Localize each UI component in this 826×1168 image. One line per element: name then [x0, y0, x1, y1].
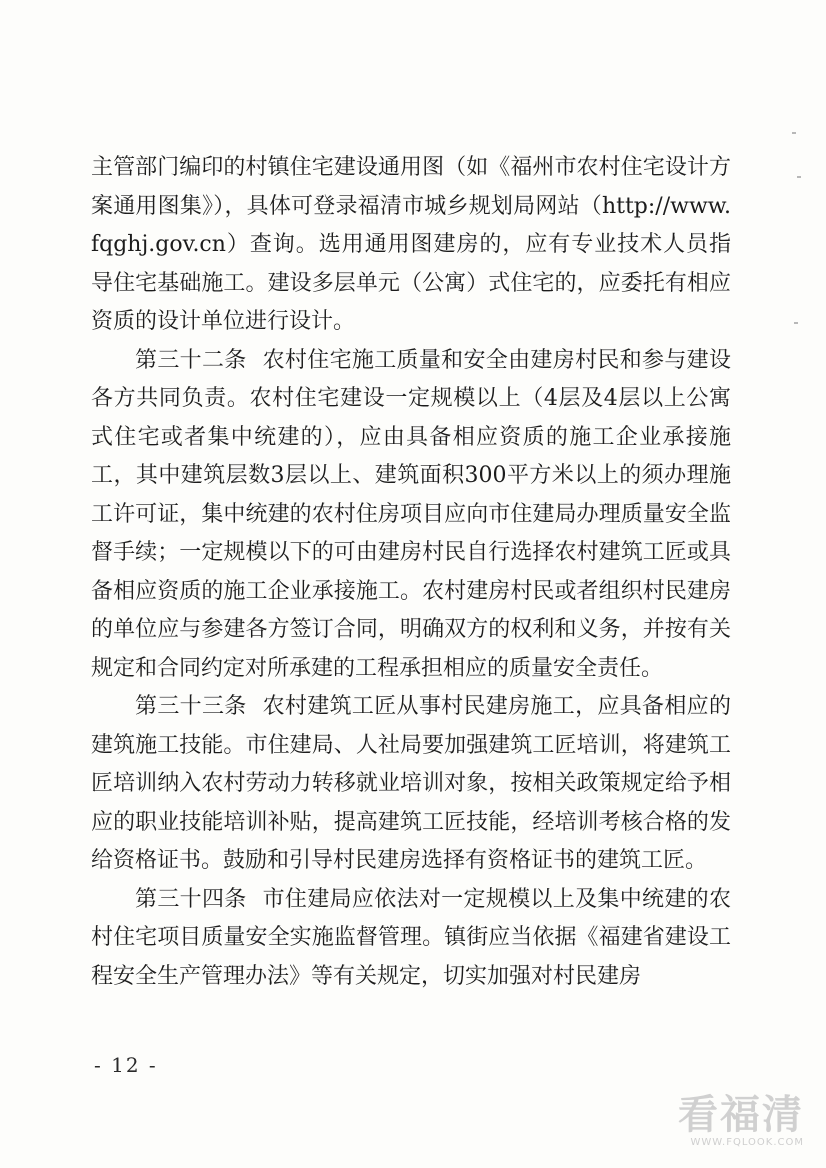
page-number: - 12 -: [94, 1053, 158, 1077]
watermark-url: WWW.FQLOOK.COM: [690, 1137, 804, 1148]
body-text: [91, 149, 731, 996]
site-watermark: [654, 1093, 804, 1148]
paragraph-continuation: [91, 149, 731, 342]
article-heading: 第三十二条: [135, 347, 247, 373]
article-heading: 第三十四条: [135, 886, 247, 912]
article-text: 市住建局应依法对一定规模以上及集中统建的农村住宅项目质量安全实施监督管理。镇街应当依据《福建省建设工程安全生产管理办法》等有关规定，切实加强对村民建房: [91, 886, 731, 989]
article-heading: 第三十三条: [135, 694, 247, 719]
watermark-logo-text: 看福清: [678, 1092, 804, 1138]
article-33: [91, 688, 731, 881]
scan-speck: [792, 132, 796, 134]
article-text: 农村建筑工匠从事村民建房施工，应具备相应的建筑施工技能。市住建局、人社局要加强建筑工匠培训，将建筑工匠培训纳入农村劳动力转移就业培训对象，按相关政策规定给予相应的职业技能培训补贴，提高建筑工匠技能，经培训考核合格的发给资格证书。鼓励和引导村民建房选择有资格证书的建筑工匠。: [91, 694, 731, 873]
scan-speck: [797, 176, 801, 178]
article-text: 农村住宅施工质量和安全由建房村民和参与建设各方共同负责。农村住宅建设一定规模以上（4层及4层以上公寓式住宅或者集中统建的），应由具备相应资质的施工企业承接施工，其中建筑层数3层以上、建筑面积300平方米以上的须办理施工许可证，集中统建的农村住房项目应向市住建局办理质量安全监督手续；一定规模以下的可由建房村民自行选择农村建筑工匠或具备相应资质的施工企业承接施工。农村建房村民或者组织村民建房的单位应与参建各方签订合同，明确双方的权利和义务，并按有关规定和合同约定对所承建的工程承担相应的质量安全责任。: [91, 347, 731, 681]
scan-speck: [794, 322, 798, 324]
article-32: [91, 342, 731, 689]
paragraph-text: 主管部门编印的村镇住宅建设通用图（如《福州市农村住宅设计方案通用图集》），具体可登录福清市城乡规划局网站（http://www.fqghj.gov.cn）查询。选用通用图建房的，应有专业技术人员指导住宅基础施工。建设多层单元（公寓）式住宅的，应委托有相应资质的设计单位进行设计。: [91, 155, 731, 334]
article-34: [91, 881, 731, 997]
